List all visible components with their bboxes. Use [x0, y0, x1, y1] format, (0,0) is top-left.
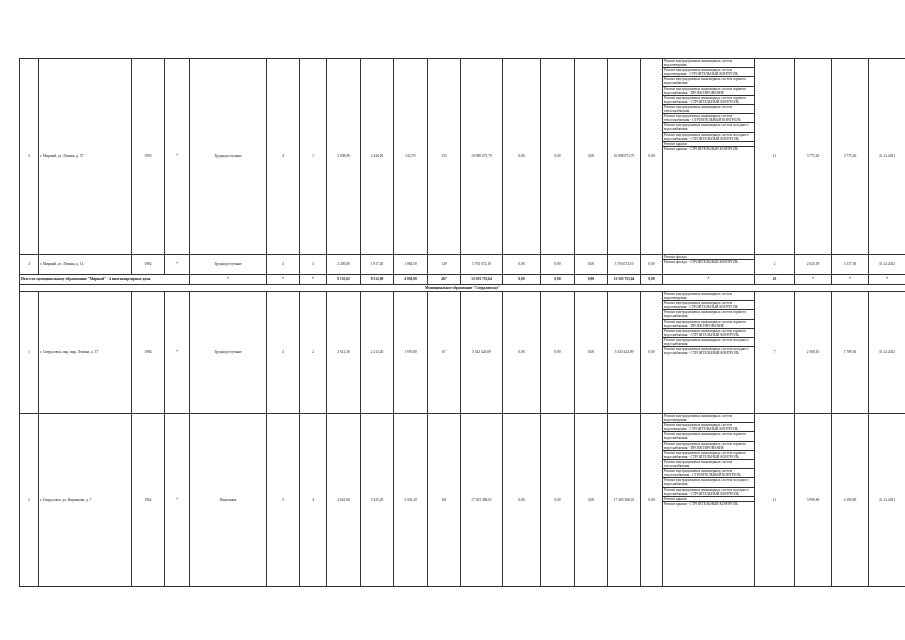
- table-cell: *: [795, 275, 832, 285]
- work-item: Ремонт внутридомовых инженерных систем горячего водоснабжения - СТРОИТЕЛЬНЫЙ КОНТРОЛЬ: [663, 329, 754, 338]
- work-item: Ремонт внутридомовых инженерных систем водоотведения - СТРОИТЕЛЬНЫЙ КОНТРОЛЬ: [663, 68, 754, 77]
- works-list-cell: [663, 414, 755, 587]
- table-cell: 0,00: [541, 59, 575, 255]
- table-cell: 0,00: [503, 59, 541, 255]
- table-cell: 153: [428, 59, 461, 255]
- work-item: Ремонт внутридомовых инженерных систем теплоснабжения: [663, 105, 754, 114]
- table-cell: г. Свердловск, ул. Кирьянова, д. 7: [39, 414, 132, 587]
- table-cell: 5 704 072,10: [608, 255, 641, 275]
- work-item: Ремонт внутридомовых инженерных систем водоотведения: [663, 59, 754, 68]
- table-cell: 3: [20, 59, 39, 255]
- table-cell: 10 088 073,79: [608, 59, 641, 255]
- table-cell: 1993: [132, 59, 165, 255]
- table-cell: 2 612,30: [327, 292, 361, 414]
- work-item: Ремонт внутридомовых инженерных систем водоотведения: [663, 292, 754, 301]
- table-cell: 2 205,00: [327, 255, 361, 275]
- work-item: Ремонт внутридомовых инженерных систем горячего водоснабжения: [663, 310, 754, 319]
- table-cell: 0,00: [575, 59, 608, 255]
- table-cell: 0,00: [641, 275, 663, 285]
- table-cell: *: [300, 275, 327, 285]
- table-cell: 3 775,20: [795, 59, 832, 255]
- table-cell: *: [832, 275, 869, 285]
- table-cell: 25: [755, 275, 795, 285]
- work-item: Ремонт внутридомовых инженерных систем водоотведения: [663, 414, 754, 423]
- table-body: [20, 59, 905, 587]
- table-cell: 0,00: [641, 292, 663, 414]
- table-cell: *: [165, 255, 190, 275]
- table-cell: 3 301,20: [394, 414, 428, 587]
- table-cell: г. Мирный, ул. Ленина, д. 57: [39, 59, 132, 255]
- work-item: Ремонт внутридомовых инженерных систем холодного водоснабжения: [663, 478, 754, 487]
- table-cell: 2 368,16: [795, 292, 832, 414]
- table-row: [20, 292, 905, 414]
- work-item: Ремонт внутридомовых инженерных систем холодного водоснабжения - СТРОИТЕЛЬНЫЙ КОНТРОЛЬ: [663, 488, 754, 497]
- works-list-cell: [663, 255, 755, 275]
- work-item: Ремонт внутридомовых инженерных систем горячего водоснабжения: [663, 432, 754, 441]
- work-item: Ремонт крыши - СТРОИТЕЛЬНЫЙ КОНТРОЛЬ: [664, 501, 739, 506]
- work-item: Ремонт внутридомовых инженерных систем холодного водоснабжения - СТРОИТЕЛЬНЫЙ КОНТРОЛЬ: [663, 133, 754, 142]
- works-list-cell: [663, 292, 755, 414]
- table-cell: 0,00: [575, 255, 608, 275]
- table-cell: 1: [300, 59, 327, 255]
- table-cell: 1984: [132, 292, 165, 414]
- table-cell: 2: [300, 292, 327, 414]
- table-cell: 7: [755, 292, 795, 414]
- table-cell: 0,00: [503, 292, 541, 414]
- work-item: Ремонт внутридомовых инженерных систем водоотведения - СТРОИТЕЛЬНЫЙ КОНТРОЛЬ: [663, 301, 754, 310]
- table-cell: 2 625,59: [795, 255, 832, 275]
- work-item: Ремонт внутридомовых инженерных систем теплоснабжения: [663, 460, 754, 469]
- table-cell: Труднодоступные: [190, 255, 267, 275]
- table-cell: 5 343 424,09: [608, 292, 641, 414]
- work-item: Ремонт внутридомовых инженерных систем холодного водоснабжения - СТРОИТЕЛЬНЫЙ КОНТРОЛЬ: [664, 347, 749, 356]
- table-cell: 4: [20, 255, 39, 275]
- table-cell: 0,00: [541, 255, 575, 275]
- table-cell: 4 050,00: [394, 275, 428, 285]
- table-cell: 33 503 753,64: [461, 275, 503, 285]
- table-cell: 17 303 368,01: [608, 414, 641, 587]
- table-cell: 2 938,90: [327, 59, 361, 255]
- table-cell: 0,00: [541, 275, 575, 285]
- table-cell: 11: [755, 414, 795, 587]
- table-cell: 4: [267, 292, 300, 414]
- capital-repair-table: [19, 58, 905, 587]
- table-cell: 2 444,20: [361, 59, 394, 255]
- table-cell: 17 303 368,01: [461, 414, 503, 587]
- table-cell: 3 137,36: [832, 255, 869, 275]
- works-list-cell: [663, 59, 755, 255]
- table-cell: 1: [20, 292, 39, 414]
- table-cell: 161: [428, 414, 461, 587]
- table-cell: 523,70: [394, 59, 428, 255]
- work-item: Ремонт внутридомовых инженерных систем теплоснабжения - СТРОИТЕЛЬНЫЙ КОНТРОЛЬ: [663, 469, 754, 478]
- table-cell: 2: [755, 255, 795, 275]
- table-row: [20, 59, 905, 255]
- table-cell: 0,00: [503, 275, 541, 285]
- table-cell: 0,00: [641, 255, 663, 275]
- work-item: Ремонт внутридомовых инженерных систем холодного водоснабжения: [663, 123, 754, 132]
- total-label: Итого по муниципальному образованию "Мирный" - 4 многоквартирных дома: [20, 275, 190, 285]
- table-cell: г. Мирный, ул. Ленина, д. 14: [39, 255, 132, 275]
- table-cell: 467: [428, 275, 461, 285]
- table-cell: 4 100,69: [832, 414, 869, 587]
- table-cell: 0,00: [503, 414, 541, 587]
- table-cell: 1982: [132, 255, 165, 275]
- table-cell: 0,00: [641, 59, 663, 255]
- table-cell: 10 088 073,79: [461, 59, 503, 255]
- table-cell: 5 343 424,09: [461, 292, 503, 414]
- work-item: Ремонт внутридомовых инженерных систем водоотведения - СТРОИТЕЛЬНЫЙ КОНТРОЛЬ: [663, 423, 754, 432]
- table-cell: *: [869, 275, 905, 285]
- table-cell: 5 704 072,10: [461, 255, 503, 275]
- table-row: [20, 414, 905, 587]
- work-item: Ремонт внутридомовых инженерных систем горячего водоснабжения: [663, 77, 754, 86]
- table-cell: 0,00: [575, 414, 608, 587]
- work-item: Ремонт внутридомовых инженерных систем горячего водоснабжения - ПРОЕКТИРОВАНИЕ: [663, 320, 754, 329]
- table-cell: *: [165, 292, 190, 414]
- table-cell: 31.12.2021: [869, 414, 905, 587]
- table-cell: 0,00: [503, 255, 541, 275]
- table-cell: *: [165, 414, 190, 587]
- work-item: Ремонт фасада - СТРОИТЕЛЬНЫЙ КОНТРОЛЬ: [664, 260, 739, 265]
- table-cell: 4: [300, 414, 327, 587]
- municipality-heading: Муниципальное образование "Свердловское": [20, 285, 905, 292]
- work-item: Ремонт внутридомовых инженерных систем горячего водоснабжения - СТРОИТЕЛЬНЫЙ КОНТРОЛЬ: [663, 96, 754, 105]
- table-cell: 4: [267, 59, 300, 255]
- work-item: Ремонт крыши: [663, 497, 754, 502]
- work-item: Ремонт внутридомовых инженерных систем теплоснабжения - СТРОИТЕЛЬНЫЙ КОНТРОЛЬ: [663, 114, 754, 123]
- work-item: Ремонт внутридомовых инженерных систем горячего водоснабжения - ПРОЕКТИРОВАНИЕ: [663, 87, 754, 96]
- table-cell: 4 641,00: [327, 414, 361, 587]
- table-cell: 0,00: [575, 292, 608, 414]
- table-cell: *: [165, 59, 190, 255]
- table-cell: 1 084,50: [394, 255, 428, 275]
- table-cell: 4: [267, 255, 300, 275]
- table-cell: 31.12.2021: [869, 292, 905, 414]
- table-cell: *: [267, 275, 300, 285]
- table-cell: 0,00: [641, 414, 663, 587]
- table-cell: 3 775,20: [832, 59, 869, 255]
- table-cell: 1 976,80: [394, 292, 428, 414]
- municipality-row: [20, 285, 905, 292]
- table-cell: 31.12.2021: [869, 59, 905, 255]
- table-cell: 8 512,00: [361, 275, 394, 285]
- table-cell: Труднодоступные: [190, 292, 267, 414]
- table-cell: 2 213,20: [361, 292, 394, 414]
- table-cell: 3 325,20: [361, 414, 394, 587]
- table-cell: 33 503 753,64: [608, 275, 641, 285]
- table-cell: Труднодоступные: [190, 59, 267, 255]
- table-cell: 1 817,20: [361, 255, 394, 275]
- table-cell: 31.12.2021: [869, 255, 905, 275]
- total-row: [20, 275, 905, 285]
- table-cell: 1 789,36: [832, 292, 869, 414]
- document-sheet: [19, 58, 896, 587]
- work-item: Ремонт внутридомовых инженерных систем холодного водоснабжения: [663, 338, 754, 347]
- table-cell: 0,00: [541, 414, 575, 587]
- table-cell: *: [190, 275, 267, 285]
- table-cell: 67: [428, 292, 461, 414]
- table-cell: 3 990,69: [795, 414, 832, 587]
- table-cell: Панельные: [190, 414, 267, 587]
- table-cell: г. Свердловск, мкр. мкр. Ленина, д. 37: [39, 292, 132, 414]
- table-cell: 1962: [132, 414, 165, 587]
- work-item: Ремонт крыши: [663, 142, 754, 147]
- table-cell: 0,00: [575, 275, 608, 285]
- table-cell: 2: [20, 414, 39, 587]
- table-cell: 3: [300, 255, 327, 275]
- table-cell: 5: [267, 414, 300, 587]
- table-cell: 11: [755, 59, 795, 255]
- work-item: Ремонт фасада: [663, 255, 754, 260]
- work-item: Ремонт внутридомовых инженерных систем горячего водоснабжения - ПРОЕКТИРОВАНИЕ: [663, 442, 754, 451]
- work-item: Ремонт внутридомовых инженерных систем горячего водоснабжения - СТРОИТЕЛЬНЫЙ КОНТРОЛЬ: [663, 451, 754, 460]
- table-cell: 129: [428, 255, 461, 275]
- table-cell: 9 155,65: [327, 275, 361, 285]
- table-row: [20, 255, 905, 275]
- table-cell: 0,00: [541, 292, 575, 414]
- work-item: Ремонт крыши - СТРОИТЕЛЬНЫЙ КОНТРОЛЬ: [664, 146, 739, 151]
- table-cell: *: [663, 275, 755, 285]
